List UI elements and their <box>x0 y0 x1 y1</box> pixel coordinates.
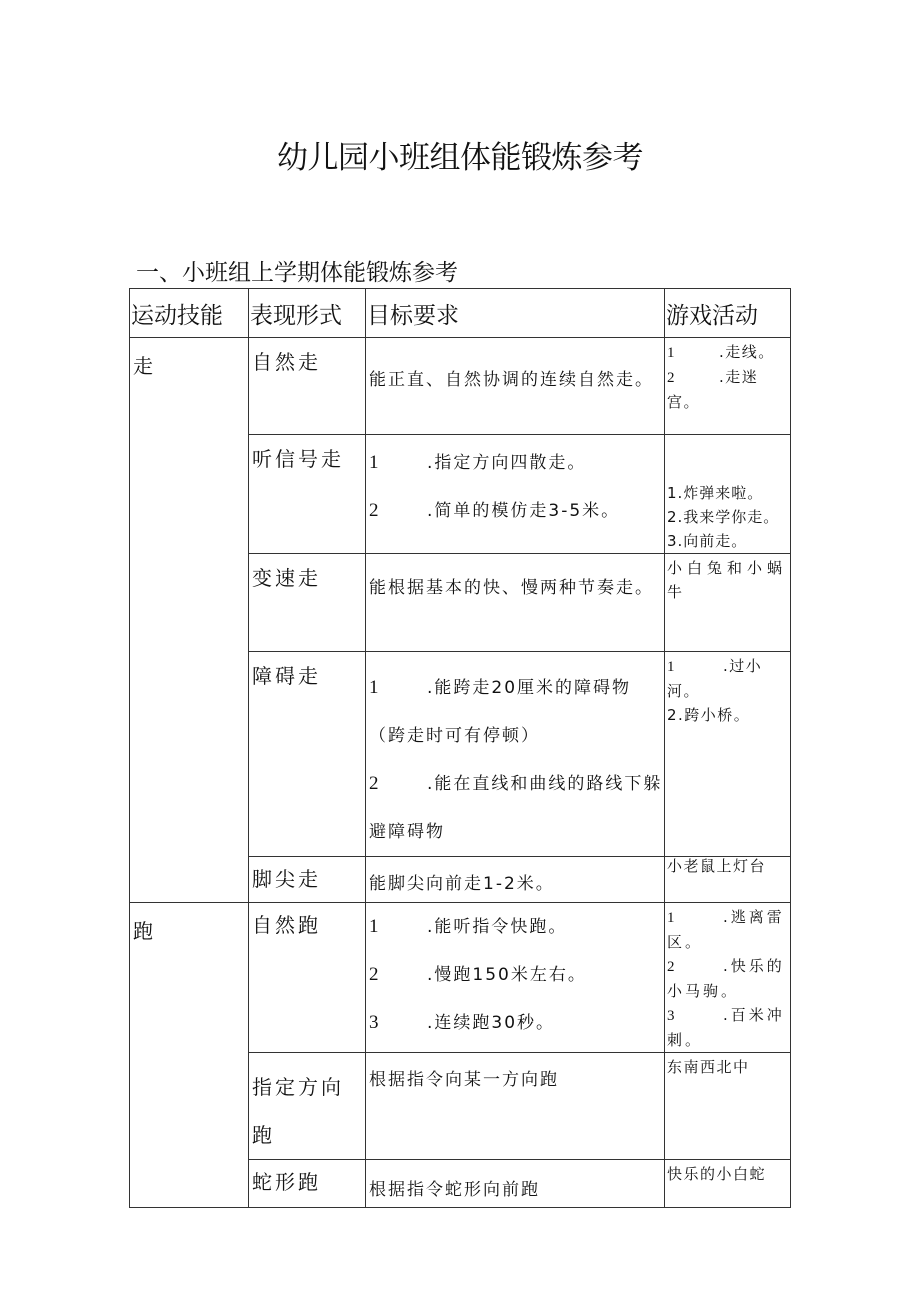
header-goal: 目标要求 <box>366 289 665 338</box>
game-cell: 1 .走线。 2 .走迷宫。 <box>665 338 791 435</box>
game-cell: 小老鼠上灯台 <box>665 857 791 903</box>
game-cell: 快乐的小白蛇 <box>665 1160 791 1208</box>
goal-cell: 根据指令蛇形向前跑 <box>366 1160 665 1208</box>
form-cell: 听信号走 <box>249 435 366 554</box>
skill-run: 跑 <box>130 903 249 1208</box>
game-cell: 1 .过小河。 2.跨小桥。 <box>665 652 791 857</box>
skill-walk: 走 <box>130 338 249 903</box>
form-cell: 变速走 <box>249 554 366 652</box>
goal-cell: 1 .能跨走20厘米的障碍物（跨走时可有停顿） 2 .能在直线和曲线的路线下躲避障碍物 <box>366 652 665 857</box>
section-heading: 一、小班组上学期体能锻炼参考 <box>136 260 458 286</box>
goal-cell: 能脚尖向前走1-2米。 <box>366 857 665 903</box>
goal-cell: 能根据基本的快、慢两种节奏走。 <box>366 554 665 652</box>
goal-cell: 能正直、自然协调的连续自然走。 <box>366 338 665 435</box>
goal-cell: 1 .指定方向四散走。 2 .简单的模仿走3-5米。 <box>366 435 665 554</box>
form-cell: 指定方向跑 <box>249 1053 366 1160</box>
header-form: 表现形式 <box>249 289 366 338</box>
goal-cell: 1 .能听指令快跑。 2 .慢跑150米左右。 3 .连续跑30秒。 <box>366 903 665 1053</box>
game-cell: 1.炸弹来啦。 2.我来学你走。 3.向前走。 <box>665 435 791 554</box>
game-cell: 小白兔和小蜗牛 <box>665 554 791 652</box>
document-title: 幼儿园小班组体能锻炼参考 <box>277 140 643 176</box>
exercise-table <box>129 288 791 1208</box>
table-row <box>130 338 791 435</box>
form-cell: 自然走 <box>249 338 366 435</box>
game-cell: 1 .逃离雷区。 2 .快乐的小马驹。 3 .百米冲刺。 <box>665 903 791 1053</box>
game-cell: 东南西北中 <box>665 1053 791 1160</box>
form-cell: 脚尖走 <box>249 857 366 903</box>
table-row <box>130 903 791 1053</box>
form-cell: 自然跑 <box>249 903 366 1053</box>
goal-cell: 根据指令向某一方向跑 <box>366 1053 665 1160</box>
header-game: 游戏活动 <box>665 289 791 338</box>
form-cell: 障碍走 <box>249 652 366 857</box>
form-cell: 蛇形跑 <box>249 1160 366 1208</box>
header-skill: 运动技能 <box>130 289 249 338</box>
table-header-row <box>130 289 791 338</box>
